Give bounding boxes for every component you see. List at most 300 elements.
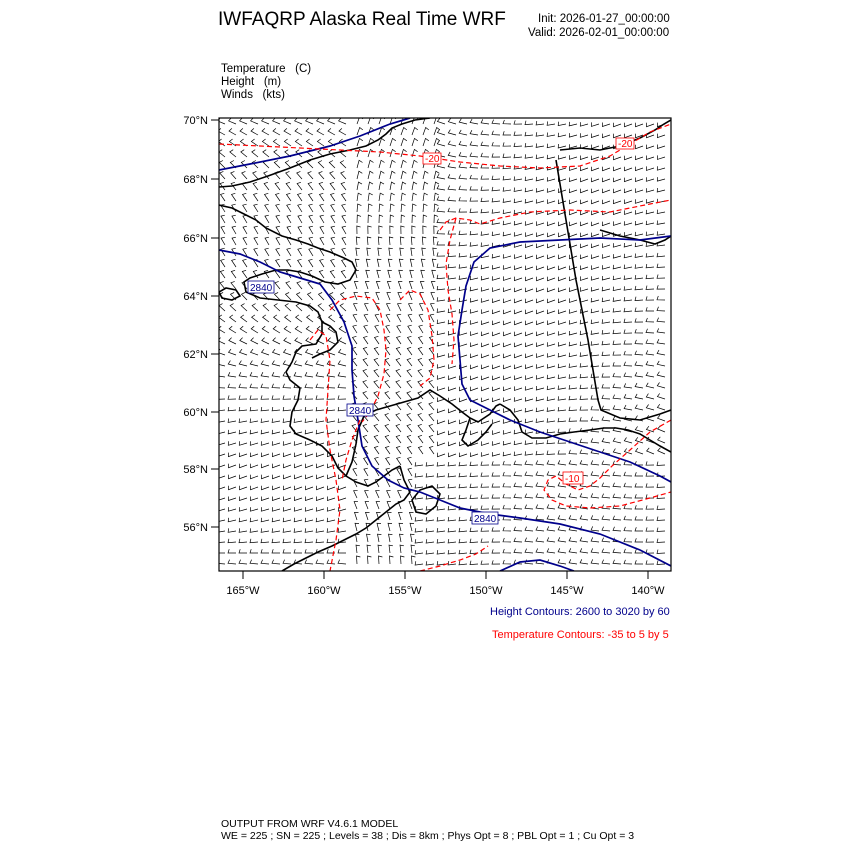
wind-barb bbox=[470, 409, 478, 413]
wind-barb bbox=[635, 538, 643, 542]
wind-barb bbox=[232, 259, 236, 267]
wind-barb bbox=[378, 237, 382, 245]
wind-barb bbox=[492, 310, 500, 314]
wind-barb bbox=[459, 253, 467, 257]
wind-barb bbox=[514, 120, 522, 124]
wind-barb bbox=[591, 482, 599, 487]
wind-barb bbox=[591, 244, 599, 248]
wind-barb bbox=[580, 352, 588, 356]
wind-barb bbox=[514, 397, 522, 401]
wind-barb bbox=[646, 286, 654, 290]
wind-barb bbox=[388, 259, 392, 267]
wind-barb bbox=[646, 307, 654, 311]
wind-barb bbox=[338, 518, 346, 522]
wind-barb bbox=[320, 193, 325, 201]
wind-barb bbox=[385, 358, 390, 366]
wind-barb bbox=[295, 118, 302, 124]
wind-barb bbox=[305, 419, 313, 423]
wind-barb bbox=[378, 248, 382, 256]
wind-barb bbox=[357, 226, 361, 234]
wind-barb bbox=[525, 255, 533, 259]
wind-barb bbox=[646, 340, 654, 345]
wind-barb bbox=[230, 304, 236, 311]
wind-barb bbox=[536, 132, 544, 136]
wind-barb bbox=[374, 413, 379, 421]
wind-barb bbox=[536, 121, 544, 125]
wind-barb bbox=[547, 451, 555, 455]
wind-barb bbox=[261, 453, 269, 457]
wind-barb bbox=[602, 276, 610, 280]
wind-barb bbox=[569, 288, 577, 292]
wind-barb bbox=[558, 277, 566, 281]
wind-barb bbox=[569, 233, 577, 237]
wind-barb bbox=[580, 450, 588, 454]
wind-barb bbox=[239, 475, 247, 479]
wind-barb bbox=[602, 438, 610, 443]
wind-barb bbox=[342, 193, 347, 201]
norton-sound-coast bbox=[312, 322, 338, 358]
wind-barb bbox=[297, 281, 302, 289]
wind-barb bbox=[265, 237, 269, 245]
wind-barb bbox=[481, 495, 489, 499]
wind-barb bbox=[407, 369, 412, 377]
wind-barb bbox=[415, 484, 423, 488]
wind-barb bbox=[657, 155, 665, 159]
wind-barb bbox=[635, 426, 643, 432]
wind-barb bbox=[274, 150, 280, 157]
wind-barb bbox=[470, 365, 478, 369]
wind-barb bbox=[389, 534, 393, 542]
wind-barb bbox=[613, 265, 621, 269]
wind-barb bbox=[239, 441, 247, 445]
wind-barb bbox=[602, 384, 610, 388]
wind-barb bbox=[437, 320, 445, 324]
wind-barb bbox=[363, 424, 368, 432]
wind-barb bbox=[646, 275, 654, 279]
wind-barb bbox=[646, 166, 654, 170]
wind-barb bbox=[448, 197, 456, 201]
wind-barb bbox=[569, 493, 577, 498]
wind-barb bbox=[657, 484, 665, 488]
wind-barb bbox=[250, 528, 258, 532]
wind-barb bbox=[411, 237, 415, 245]
wind-barb bbox=[437, 185, 445, 190]
wind-barb bbox=[437, 241, 445, 245]
wind-barb bbox=[415, 539, 423, 543]
wind-barb bbox=[459, 152, 467, 157]
wind-barb bbox=[410, 523, 414, 531]
wind-barb bbox=[338, 560, 346, 564]
wind-barb bbox=[316, 361, 324, 366]
wind-barb bbox=[602, 189, 610, 193]
wind-barb bbox=[470, 506, 478, 510]
wind-barb bbox=[448, 163, 456, 168]
wind-barb bbox=[437, 286, 445, 290]
lon-label: 165°W bbox=[226, 585, 260, 597]
temperature-label: -20 bbox=[618, 139, 633, 150]
wind-barb bbox=[558, 233, 566, 237]
wind-barb bbox=[503, 332, 511, 336]
wind-barb bbox=[341, 171, 346, 179]
wind-barb bbox=[492, 343, 500, 347]
wind-barb bbox=[242, 270, 247, 278]
wind-barb bbox=[284, 326, 291, 333]
wind-barb bbox=[307, 315, 313, 322]
wind-barb bbox=[401, 182, 406, 190]
wind-barb bbox=[368, 204, 372, 212]
wind-barb bbox=[525, 365, 533, 369]
wind-barb bbox=[525, 277, 533, 281]
wind-barb bbox=[283, 528, 291, 532]
wind-barb bbox=[547, 133, 555, 137]
height-contour bbox=[458, 236, 671, 482]
wind-barb bbox=[306, 128, 313, 135]
wind-barb bbox=[338, 384, 346, 388]
wind-barb bbox=[635, 286, 643, 290]
wind-barb bbox=[602, 123, 610, 127]
wind-barb bbox=[481, 119, 489, 124]
wind-barb bbox=[470, 376, 478, 380]
wind-barb bbox=[423, 138, 429, 146]
wind-barb bbox=[368, 149, 374, 157]
wind-barb bbox=[492, 365, 500, 369]
wind-barb bbox=[272, 486, 280, 490]
wind-barb bbox=[591, 515, 599, 520]
wind-barb bbox=[396, 435, 401, 443]
wind-barb bbox=[514, 527, 522, 531]
wind-barb bbox=[401, 215, 405, 223]
wind-barb bbox=[503, 398, 511, 402]
wind-barb bbox=[379, 193, 384, 201]
wind-barb bbox=[283, 497, 291, 501]
wind-barb bbox=[624, 221, 632, 225]
wind-barb bbox=[387, 292, 391, 300]
wind-barb bbox=[558, 418, 566, 422]
wind-barb bbox=[240, 338, 247, 344]
wind-barb bbox=[503, 452, 511, 456]
wind-barb bbox=[470, 130, 478, 135]
wind-barb bbox=[580, 439, 588, 443]
wind-barb bbox=[239, 372, 247, 377]
wind-barb bbox=[580, 266, 588, 270]
lat-label: 64°N bbox=[183, 291, 208, 303]
wind-barb bbox=[602, 461, 610, 465]
wind-barb bbox=[354, 292, 358, 300]
wind-barb bbox=[357, 204, 361, 212]
wind-barb bbox=[217, 361, 225, 366]
wind-barb bbox=[470, 387, 478, 391]
wind-barb bbox=[294, 361, 302, 366]
wind-barb bbox=[503, 441, 511, 445]
wind-barb bbox=[305, 539, 313, 543]
wind-barb bbox=[591, 145, 599, 149]
wind-barb bbox=[379, 215, 383, 223]
wind-barb bbox=[459, 420, 467, 424]
wind-barb bbox=[448, 152, 456, 157]
wind-barb bbox=[437, 453, 445, 457]
wind-barb bbox=[470, 431, 478, 435]
wind-barb bbox=[591, 417, 599, 421]
wind-barb bbox=[613, 505, 621, 509]
wind-barb bbox=[254, 237, 258, 245]
wind-barb bbox=[316, 372, 324, 377]
wind-barb bbox=[613, 276, 621, 280]
wind-barb bbox=[547, 397, 555, 401]
wind-barb bbox=[294, 475, 302, 479]
wind-barb bbox=[536, 343, 544, 347]
wind-barb bbox=[356, 545, 360, 553]
wind-barb bbox=[525, 408, 533, 412]
wind-barb bbox=[415, 550, 423, 554]
wind-barb bbox=[514, 243, 522, 247]
wind-barb bbox=[357, 160, 363, 168]
wind-barb bbox=[613, 156, 621, 160]
wind-barb bbox=[448, 473, 456, 477]
wind-barb bbox=[232, 193, 237, 201]
wind-barb bbox=[580, 406, 588, 410]
wind-barb bbox=[294, 407, 302, 411]
wind-barb bbox=[558, 288, 566, 292]
wind-barb bbox=[569, 200, 577, 204]
wind-barb bbox=[390, 193, 395, 201]
wind-barb bbox=[591, 352, 599, 356]
wind-barb bbox=[591, 222, 599, 226]
wind-barb bbox=[602, 222, 610, 226]
wind-barb bbox=[514, 538, 522, 542]
wind-barb bbox=[635, 123, 643, 127]
wind-barb bbox=[536, 472, 544, 477]
wind-barb bbox=[492, 176, 500, 180]
wind-barb bbox=[316, 497, 324, 501]
wind-barb bbox=[459, 528, 467, 532]
wind-barb bbox=[390, 160, 396, 168]
wind-barb bbox=[569, 309, 577, 313]
wind-barb bbox=[388, 512, 392, 520]
wind-barb bbox=[514, 452, 522, 456]
wind-barb bbox=[295, 326, 302, 333]
wind-barb bbox=[514, 505, 522, 509]
wind-barb bbox=[624, 200, 632, 204]
wind-barb bbox=[536, 408, 544, 412]
wind-barb bbox=[274, 161, 280, 169]
wind-barb bbox=[272, 475, 280, 479]
wind-barb bbox=[368, 160, 374, 168]
wind-barb bbox=[624, 373, 632, 377]
wind-barb bbox=[409, 303, 413, 311]
wind-barb bbox=[437, 129, 445, 135]
wind-barb bbox=[481, 131, 489, 136]
wind-barb bbox=[261, 441, 269, 445]
wind-barb bbox=[272, 372, 280, 377]
wind-barb bbox=[536, 397, 544, 401]
wind-barb bbox=[448, 174, 456, 179]
wind-barb bbox=[228, 441, 236, 445]
wind-barb bbox=[448, 130, 456, 135]
wind-barb bbox=[357, 193, 362, 201]
wind-barb bbox=[646, 361, 654, 366]
wind-barb bbox=[503, 560, 511, 564]
wind-barb bbox=[294, 518, 302, 522]
wind-barb bbox=[251, 128, 258, 135]
wind-barb bbox=[338, 441, 346, 445]
wind-barb bbox=[367, 534, 371, 542]
wind-barb bbox=[657, 339, 665, 344]
wind-barb bbox=[399, 270, 403, 278]
wind-barb bbox=[547, 277, 555, 281]
wind-barb bbox=[470, 343, 478, 347]
wind-barb bbox=[377, 259, 381, 267]
wind-barb bbox=[287, 248, 291, 256]
wind-barb bbox=[376, 292, 380, 300]
wind-barb bbox=[536, 288, 544, 292]
wind-barb bbox=[400, 534, 404, 542]
wind-barb bbox=[635, 145, 643, 149]
wind-barb bbox=[646, 210, 654, 214]
wind-barb bbox=[261, 486, 269, 490]
wind-barb bbox=[558, 396, 566, 400]
wind-barb bbox=[261, 549, 269, 553]
wind-barb bbox=[602, 417, 610, 422]
wind-barb bbox=[318, 304, 324, 311]
wind-barb bbox=[254, 204, 258, 212]
wind-barb bbox=[481, 321, 489, 325]
wind-barb bbox=[470, 197, 478, 201]
wind-barb bbox=[316, 384, 324, 388]
wind-barb bbox=[602, 352, 610, 356]
wind-barb bbox=[286, 171, 291, 179]
wind-barb bbox=[657, 539, 665, 543]
wind-barb bbox=[657, 264, 665, 268]
wind-barb bbox=[624, 351, 632, 355]
wind-barb bbox=[423, 215, 427, 223]
wind-barb bbox=[331, 204, 335, 212]
wind-barb bbox=[602, 243, 610, 247]
wind-barb bbox=[339, 118, 346, 124]
wind-barb bbox=[366, 270, 370, 278]
wind-barb bbox=[365, 501, 369, 509]
wind-barb bbox=[635, 308, 643, 312]
wind-barb bbox=[624, 276, 632, 280]
wind-barb bbox=[470, 528, 478, 532]
wind-barb bbox=[635, 351, 643, 355]
wind-barb bbox=[376, 501, 380, 509]
wind-barb bbox=[481, 175, 489, 179]
wind-barb bbox=[298, 204, 302, 212]
wind-barb bbox=[283, 518, 291, 522]
wind-barb bbox=[514, 143, 522, 147]
wind-barb bbox=[407, 391, 412, 399]
wind-barb bbox=[240, 118, 247, 124]
wind-barb bbox=[294, 419, 302, 423]
wind-barb bbox=[646, 296, 654, 300]
wind-barb bbox=[217, 528, 225, 532]
lon-label: 155°W bbox=[388, 585, 422, 597]
wind-barb bbox=[294, 507, 302, 511]
wind-barb bbox=[624, 383, 632, 388]
wind-barb bbox=[251, 326, 258, 333]
wind-barb bbox=[569, 407, 577, 411]
wind-barb bbox=[407, 435, 412, 443]
wind-barb bbox=[657, 275, 665, 279]
wind-barb bbox=[657, 404, 665, 410]
wind-barb bbox=[375, 325, 379, 333]
wind-barb bbox=[294, 372, 302, 377]
wind-barb bbox=[503, 538, 511, 542]
wind-barb bbox=[437, 252, 445, 256]
wind-barb bbox=[374, 424, 379, 432]
wind-barb bbox=[481, 387, 489, 391]
wind-barb bbox=[298, 259, 302, 267]
wind-barb bbox=[624, 527, 632, 531]
wind-barb bbox=[536, 451, 544, 455]
wind-barb bbox=[635, 516, 643, 520]
wind-barb bbox=[613, 405, 621, 410]
wind-barb bbox=[241, 315, 247, 322]
wind-barb bbox=[635, 254, 643, 258]
wind-barb bbox=[376, 281, 380, 289]
wind-barb bbox=[401, 226, 405, 234]
wind-barb bbox=[327, 539, 335, 543]
wind-barb bbox=[481, 198, 489, 202]
wind-barb bbox=[624, 494, 632, 498]
wind-barb bbox=[635, 243, 643, 247]
wind-barb bbox=[569, 515, 577, 520]
wind-barb bbox=[657, 231, 665, 235]
lon-label: 145°W bbox=[550, 585, 584, 597]
wind-barb bbox=[430, 314, 434, 322]
wind-barb bbox=[338, 395, 346, 399]
wind-barb bbox=[408, 457, 412, 465]
wind-barb bbox=[470, 209, 478, 213]
wind-barb bbox=[340, 161, 346, 169]
wind-barb bbox=[410, 512, 414, 520]
wind-barb bbox=[624, 438, 632, 444]
wind-barb bbox=[591, 265, 599, 269]
wind-barb bbox=[408, 479, 412, 487]
wind-barb bbox=[503, 505, 511, 509]
wind-barb bbox=[657, 307, 665, 311]
wind-barb bbox=[385, 391, 390, 399]
wind-barb bbox=[228, 395, 236, 399]
wind-barb bbox=[646, 145, 654, 149]
wind-barb bbox=[503, 154, 511, 158]
wind-barb bbox=[657, 134, 665, 138]
wind-barb bbox=[217, 560, 225, 564]
wind-barb bbox=[251, 118, 258, 124]
wind-barb bbox=[613, 373, 621, 377]
wind-barb bbox=[646, 516, 654, 520]
wind-barb bbox=[591, 493, 599, 498]
wind-barb bbox=[613, 341, 621, 345]
wind-barb bbox=[389, 237, 393, 245]
wind-barb bbox=[646, 232, 654, 236]
wind-barb bbox=[525, 332, 533, 336]
wind-barb bbox=[412, 204, 416, 212]
wind-barb bbox=[525, 177, 533, 181]
wind-barb bbox=[327, 419, 335, 423]
wind-barb bbox=[412, 182, 417, 190]
wind-barb bbox=[217, 395, 225, 399]
wind-barb bbox=[492, 209, 500, 213]
wind-barb bbox=[272, 528, 280, 532]
wind-barb bbox=[254, 248, 258, 256]
wind-barb bbox=[386, 457, 390, 465]
wind-barb bbox=[547, 299, 555, 303]
wind-barb bbox=[558, 255, 566, 259]
wind-barb bbox=[602, 549, 610, 553]
wind-barb bbox=[525, 188, 533, 192]
wind-barb bbox=[316, 407, 324, 411]
